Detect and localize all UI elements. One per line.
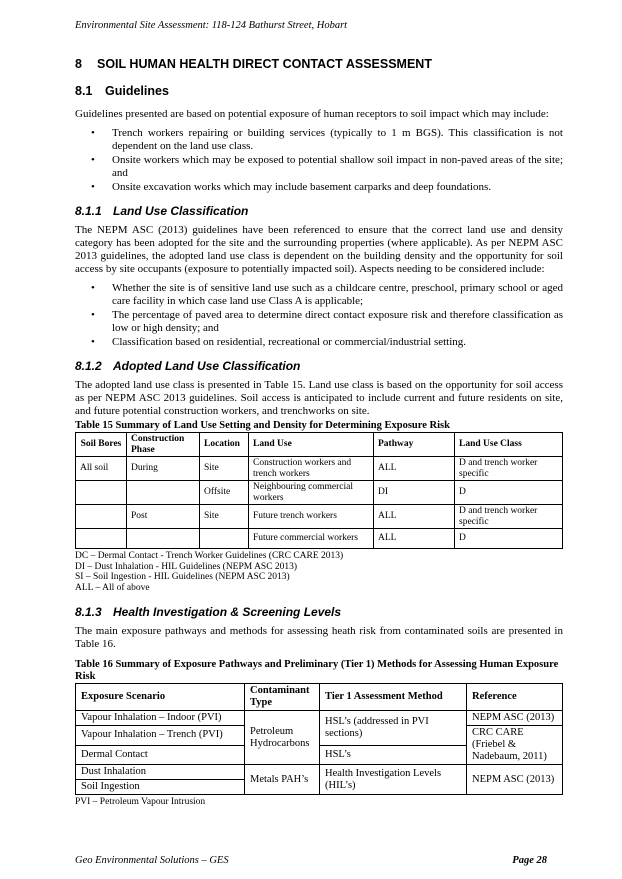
cell	[200, 529, 249, 549]
cell: Soil Ingestion	[76, 780, 245, 795]
cell: Vapour Inhalation – Trench (PVI)	[76, 726, 245, 746]
col-header: Reference	[467, 684, 563, 711]
cell: ALL	[374, 529, 455, 549]
col-header: Land Use	[249, 433, 374, 457]
table-15	[75, 432, 563, 549]
note: ALL – All of above	[75, 582, 150, 593]
list-item: • The percentage of paved area to determine direct contact exposure risk and therefore classification as low or high density; and	[112, 309, 563, 335]
paragraph: Guidelines presented are based on potential exposure of human receptors to soil impact which may include:	[75, 108, 549, 120]
paragraph: The NEPM ASC (2013) guidelines have been referenced to ensure that the correct land use and density category has been adopted for the site and the surrounding properties (where applicable). As per NEPM ASC 2013 guidelines, the adopted land use class is dependent on the building density and the opportunity for soil access by site occupants (exposure to potentially impacted soil). Aspects needing to be considered include:	[75, 224, 563, 275]
cell: ALL	[374, 505, 455, 529]
col-header: Tier 1 Assessment Method	[320, 684, 467, 711]
cell	[76, 505, 127, 529]
cell: Dermal Contact	[76, 745, 245, 765]
col-header: Land Use Class	[455, 433, 563, 457]
cell: CRC CARE (Friebel & Nadebaum, 2011)	[467, 726, 563, 765]
list-item: • Onsite workers which may be exposed to potential shallow soil impact in non-paved areas of the site; and	[112, 154, 563, 180]
cell: Petroleum Hydrocarbons	[245, 711, 320, 765]
cell	[127, 529, 200, 549]
cell: ALL	[374, 457, 455, 481]
cell	[76, 529, 127, 549]
note: SI – Soil Ingestion - HIL Guidelines (NEPM ASC 2013)	[75, 572, 290, 582]
cell: Neighbouring commercial workers	[249, 481, 374, 505]
table-header-row	[76, 684, 563, 711]
cell: Offsite	[200, 481, 249, 505]
cell: Dust Inhalation	[76, 765, 245, 780]
table-16-caption: Table 16 Summary of Exposure Pathways and Preliminary (Tier 1) Methods for Assessing Human Exposure Risk	[75, 659, 559, 682]
note: DC – Dermal Contact - Trench Worker Guidelines (CRC CARE 2013)	[75, 551, 344, 561]
table-row	[76, 505, 563, 529]
paragraph: The main exposure pathways and methods for assessing heath risk from contaminated soils are presented in Table 16.	[75, 625, 563, 650]
table-row	[76, 481, 563, 505]
list-item: • Whether the site is of sensitive land use such as a childcare centre, preschool, primary school or aged care facility in which case land use Class A is applicable;	[112, 282, 563, 308]
page-number: Page 28	[512, 855, 547, 866]
col-header: Pathway	[374, 433, 455, 457]
bullet-list	[75, 282, 563, 349]
table-row	[76, 457, 563, 481]
heading-8-1: 8.1 Guidelines	[75, 84, 169, 98]
page-header: Environmental Site Assessment: 118-124 Bathurst Street, Hobart	[75, 20, 348, 31]
heading-8-1-3: 8.1.3 Health Investigation & Screening Levels	[75, 605, 342, 619]
col-header: Location	[200, 433, 249, 457]
table-row	[76, 765, 563, 780]
heading-8-1-1: 8.1.1 Land Use Classification	[75, 204, 249, 218]
list-item: • Trench workers repairing or building services (typically to 1 m BGS). This classification is not dependent on the land use class.	[112, 127, 563, 153]
list-item: • Classification based on residential, recreational or commercial/industrial setting.	[112, 336, 563, 349]
table-16	[75, 683, 563, 795]
cell: HSL’s (addressed in PVI sections)	[320, 711, 467, 746]
cell: D and trench worker specific	[455, 457, 563, 481]
cell: Future trench workers	[249, 505, 374, 529]
cell: D	[455, 481, 563, 505]
cell: Site	[200, 505, 249, 529]
col-header: Exposure Scenario	[76, 684, 245, 711]
cell: NEPM ASC (2013)	[467, 711, 563, 726]
cell: Vapour Inhalation – Indoor (PVI)	[76, 711, 245, 726]
table-header-row	[76, 433, 563, 457]
col-header: Construction Phase	[127, 433, 200, 457]
cell: HSL’s	[320, 745, 467, 765]
cell: Metals PAH’s	[245, 765, 320, 795]
bullet-list	[75, 127, 563, 194]
cell: Site	[200, 457, 249, 481]
cell: D and trench worker specific	[455, 505, 563, 529]
cell: All soil	[76, 457, 127, 481]
table-15-notes	[75, 551, 563, 593]
list-item: • Onsite excavation works which may include basement carparks and deep foundations.	[112, 181, 563, 194]
col-header: Contaminant Type	[245, 684, 320, 711]
note: PVI – Petroleum Vapour Intrusion	[75, 797, 206, 807]
cell	[127, 481, 200, 505]
cell	[76, 481, 127, 505]
page-body	[75, 57, 563, 808]
note: DI – Dust Inhalation - HIL Guidelines (NEPM ASC 2013)	[75, 561, 298, 572]
cell: Construction workers and trench workers	[249, 457, 374, 481]
table-15-caption: Table 15 Summary of Land Use Setting and Density for Determining Exposure Risk	[75, 420, 450, 431]
cell: D	[455, 529, 563, 549]
heading-8-1-2: 8.1.2 Adopted Land Use Classification	[75, 359, 301, 373]
cell: Future commercial workers	[249, 529, 374, 549]
table-16-notes	[75, 797, 563, 808]
col-header: Soil Bores	[76, 433, 127, 457]
table-row	[76, 711, 563, 726]
section-heading: 8 SOIL HUMAN HEALTH DIRECT CONTACT ASSESSMENT	[75, 57, 432, 71]
cell: DI	[374, 481, 455, 505]
table-row	[76, 529, 563, 549]
cell: During	[127, 457, 200, 481]
cell: NEPM ASC (2013)	[467, 765, 563, 795]
page-footer-left: Geo Environmental Solutions – GES	[75, 855, 229, 866]
cell: Post	[127, 505, 200, 529]
cell: Health Investigation Levels (HIL’s)	[320, 765, 467, 795]
paragraph: The adopted land use class is presented in Table 15. Land use class is based on the opportunity for soil access as per NEPM ASC 2013 guidelines. Soil access is anticipated to include current and future residents on site, and future potential construction workers, and trenchworks on site.	[75, 379, 563, 417]
